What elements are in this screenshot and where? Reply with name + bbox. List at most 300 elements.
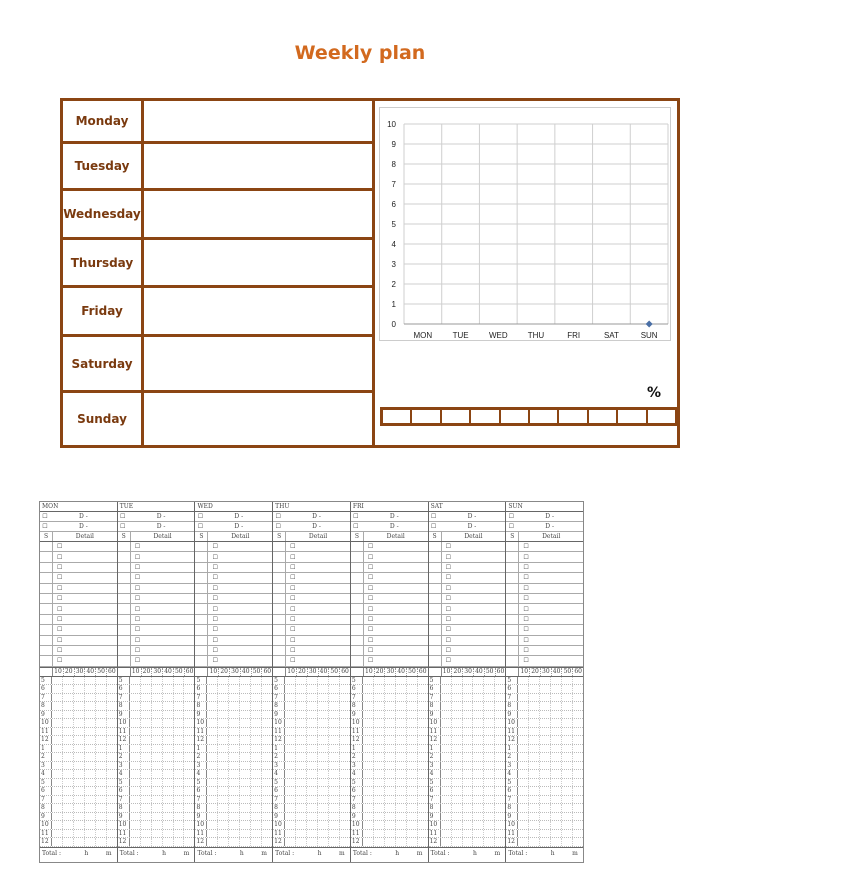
time-slot[interactable] bbox=[107, 821, 117, 829]
time-slot[interactable] bbox=[573, 711, 583, 719]
checkbox-icon[interactable]: ☐ bbox=[290, 626, 296, 634]
time-slot[interactable] bbox=[163, 821, 174, 829]
time-slot[interactable] bbox=[296, 702, 307, 710]
time-slot[interactable] bbox=[484, 787, 495, 795]
status-cell[interactable] bbox=[351, 552, 364, 561]
time-slot[interactable] bbox=[484, 702, 495, 710]
checkbox-icon[interactable]: ☐ bbox=[197, 513, 204, 520]
time-slot[interactable] bbox=[262, 694, 272, 702]
time-slot[interactable] bbox=[184, 685, 194, 693]
time-slot[interactable] bbox=[407, 787, 418, 795]
time-slot[interactable] bbox=[452, 821, 463, 829]
time-slot[interactable] bbox=[540, 711, 551, 719]
time-slot[interactable] bbox=[385, 796, 396, 804]
time-slot[interactable] bbox=[329, 779, 340, 787]
time-slot[interactable] bbox=[296, 796, 307, 804]
time-slot[interactable] bbox=[363, 677, 374, 685]
time-slot[interactable] bbox=[96, 830, 107, 838]
time-slot[interactable] bbox=[329, 736, 340, 744]
time-slot[interactable] bbox=[385, 685, 396, 693]
time-slot[interactable] bbox=[207, 813, 218, 821]
checkbox-icon[interactable]: ☐ bbox=[367, 543, 374, 551]
time-slot[interactable] bbox=[318, 770, 329, 778]
checkbox-icon[interactable]: ☐ bbox=[57, 605, 63, 613]
time-slot[interactable] bbox=[296, 770, 307, 778]
time-slot[interactable] bbox=[296, 804, 307, 812]
time-slot[interactable] bbox=[152, 711, 163, 719]
time-slot[interactable] bbox=[518, 762, 529, 770]
time-slot[interactable] bbox=[296, 745, 307, 753]
time-slot[interactable] bbox=[240, 719, 251, 727]
time-slot[interactable] bbox=[529, 762, 540, 770]
time-slot[interactable] bbox=[174, 736, 185, 744]
status-cell[interactable] bbox=[273, 573, 286, 582]
time-slot[interactable] bbox=[174, 711, 185, 719]
checkbox-icon[interactable]: ☐ bbox=[445, 626, 451, 634]
time-slot[interactable] bbox=[540, 813, 551, 821]
time-slot[interactable] bbox=[74, 677, 85, 685]
checkbox-icon[interactable]: ☐ bbox=[212, 657, 218, 665]
time-slot[interactable] bbox=[418, 770, 428, 778]
time-slot[interactable] bbox=[262, 796, 272, 804]
checkbox-icon[interactable]: ☐ bbox=[445, 543, 451, 551]
time-slot[interactable] bbox=[74, 711, 85, 719]
time-slot[interactable] bbox=[307, 796, 318, 804]
time-slot[interactable] bbox=[385, 745, 396, 753]
time-slot[interactable] bbox=[418, 711, 428, 719]
checkbox-icon[interactable]: ☐ bbox=[523, 543, 529, 551]
time-slot[interactable] bbox=[473, 821, 484, 829]
time-slot[interactable] bbox=[562, 711, 573, 719]
status-cell[interactable] bbox=[195, 542, 208, 551]
time-slot[interactable] bbox=[218, 694, 229, 702]
progress-cell[interactable] bbox=[648, 410, 675, 423]
checkbox-icon[interactable]: ☐ bbox=[57, 574, 63, 582]
status-cell[interactable] bbox=[273, 552, 286, 561]
time-slot[interactable] bbox=[163, 685, 174, 693]
time-slot[interactable] bbox=[385, 677, 396, 685]
time-slot[interactable] bbox=[529, 830, 540, 838]
time-slot[interactable] bbox=[141, 830, 152, 838]
checkbox-icon[interactable]: ☐ bbox=[367, 605, 374, 613]
status-cell[interactable] bbox=[118, 625, 131, 634]
time-slot[interactable] bbox=[184, 813, 194, 821]
checkbox-icon[interactable]: ☐ bbox=[523, 626, 529, 634]
time-slot[interactable] bbox=[285, 719, 296, 727]
time-slot[interactable] bbox=[152, 779, 163, 787]
time-slot[interactable] bbox=[463, 787, 474, 795]
time-slot[interactable] bbox=[240, 770, 251, 778]
time-slot[interactable] bbox=[484, 762, 495, 770]
time-slot[interactable] bbox=[85, 711, 96, 719]
time-slot[interactable] bbox=[495, 694, 505, 702]
time-slot[interactable] bbox=[218, 787, 229, 795]
time-slot[interactable] bbox=[374, 838, 385, 846]
time-slot[interactable] bbox=[74, 779, 85, 787]
time-slot[interactable] bbox=[152, 813, 163, 821]
time-slot[interactable] bbox=[152, 685, 163, 693]
checkbox-icon[interactable]: ☐ bbox=[212, 584, 218, 592]
time-slot[interactable] bbox=[52, 813, 63, 821]
status-cell[interactable] bbox=[429, 573, 442, 582]
time-slot[interactable] bbox=[562, 728, 573, 736]
time-slot[interactable] bbox=[374, 694, 385, 702]
time-slot[interactable] bbox=[307, 762, 318, 770]
time-slot[interactable] bbox=[63, 779, 74, 787]
time-slot[interactable] bbox=[107, 779, 117, 787]
time-slot[interactable] bbox=[152, 677, 163, 685]
time-slot[interactable] bbox=[141, 770, 152, 778]
status-cell[interactable] bbox=[40, 542, 53, 551]
time-slot[interactable] bbox=[262, 779, 272, 787]
status-cell[interactable] bbox=[40, 656, 53, 665]
time-slot[interactable] bbox=[130, 702, 141, 710]
time-slot[interactable] bbox=[184, 838, 194, 846]
time-slot[interactable] bbox=[218, 753, 229, 761]
time-slot[interactable] bbox=[441, 677, 452, 685]
time-slot[interactable] bbox=[452, 770, 463, 778]
time-slot[interactable] bbox=[374, 821, 385, 829]
time-slot[interactable] bbox=[463, 711, 474, 719]
time-slot[interactable] bbox=[452, 804, 463, 812]
progress-cell[interactable] bbox=[501, 410, 530, 423]
time-slot[interactable] bbox=[218, 685, 229, 693]
time-slot[interactable] bbox=[174, 821, 185, 829]
time-slot[interactable] bbox=[251, 770, 262, 778]
status-cell[interactable] bbox=[118, 552, 131, 561]
time-slot[interactable] bbox=[184, 753, 194, 761]
time-slot[interactable] bbox=[340, 821, 350, 829]
time-slot[interactable] bbox=[285, 694, 296, 702]
status-cell[interactable] bbox=[118, 542, 131, 551]
time-slot[interactable] bbox=[374, 796, 385, 804]
status-cell[interactable] bbox=[195, 625, 208, 634]
time-slot[interactable] bbox=[229, 753, 240, 761]
time-slot[interactable] bbox=[463, 719, 474, 727]
time-slot[interactable] bbox=[163, 753, 174, 761]
checkbox-icon[interactable]: ☐ bbox=[275, 513, 281, 520]
time-slot[interactable] bbox=[551, 736, 562, 744]
status-cell[interactable] bbox=[195, 656, 208, 665]
time-slot[interactable] bbox=[529, 685, 540, 693]
time-slot[interactable] bbox=[96, 728, 107, 736]
time-slot[interactable] bbox=[396, 770, 407, 778]
checkbox-icon[interactable]: ☐ bbox=[134, 626, 141, 634]
time-slot[interactable] bbox=[229, 711, 240, 719]
checkbox-icon[interactable]: ☐ bbox=[445, 647, 451, 655]
time-slot[interactable] bbox=[85, 753, 96, 761]
time-slot[interactable] bbox=[85, 779, 96, 787]
time-slot[interactable] bbox=[495, 753, 505, 761]
time-slot[interactable] bbox=[363, 702, 374, 710]
time-slot[interactable] bbox=[529, 779, 540, 787]
time-slot[interactable] bbox=[551, 702, 562, 710]
time-slot[interactable] bbox=[240, 804, 251, 812]
time-slot[interactable] bbox=[452, 685, 463, 693]
status-cell[interactable] bbox=[506, 552, 519, 561]
checkbox-icon[interactable]: ☐ bbox=[523, 605, 529, 613]
time-slot[interactable] bbox=[174, 728, 185, 736]
time-slot[interactable] bbox=[74, 762, 85, 770]
time-slot[interactable] bbox=[418, 694, 428, 702]
time-slot[interactable] bbox=[296, 677, 307, 685]
time-slot[interactable] bbox=[63, 796, 74, 804]
time-slot[interactable] bbox=[329, 753, 340, 761]
status-cell[interactable] bbox=[40, 615, 53, 624]
checkbox-icon[interactable]: ☐ bbox=[367, 584, 374, 592]
time-slot[interactable] bbox=[573, 728, 583, 736]
time-slot[interactable] bbox=[463, 694, 474, 702]
status-cell[interactable] bbox=[429, 656, 442, 665]
time-slot[interactable] bbox=[418, 702, 428, 710]
time-slot[interactable] bbox=[374, 770, 385, 778]
time-slot[interactable] bbox=[407, 685, 418, 693]
time-slot[interactable] bbox=[385, 813, 396, 821]
time-slot[interactable] bbox=[152, 753, 163, 761]
time-slot[interactable] bbox=[418, 677, 428, 685]
time-slot[interactable] bbox=[285, 838, 296, 846]
time-slot[interactable] bbox=[262, 677, 272, 685]
time-slot[interactable] bbox=[85, 838, 96, 846]
time-slot[interactable] bbox=[418, 796, 428, 804]
time-slot[interactable] bbox=[418, 736, 428, 744]
checkbox-icon[interactable]: ☐ bbox=[367, 553, 374, 561]
time-slot[interactable] bbox=[262, 813, 272, 821]
time-slot[interactable] bbox=[529, 796, 540, 804]
time-slot[interactable] bbox=[130, 770, 141, 778]
time-slot[interactable] bbox=[141, 804, 152, 812]
time-slot[interactable] bbox=[573, 830, 583, 838]
time-slot[interactable] bbox=[540, 753, 551, 761]
time-slot[interactable] bbox=[52, 685, 63, 693]
status-cell[interactable] bbox=[506, 584, 519, 593]
time-slot[interactable] bbox=[52, 736, 63, 744]
progress-cell[interactable] bbox=[383, 410, 412, 423]
time-slot[interactable] bbox=[518, 753, 529, 761]
time-slot[interactable] bbox=[484, 821, 495, 829]
time-slot[interactable] bbox=[452, 736, 463, 744]
time-slot[interactable] bbox=[307, 719, 318, 727]
time-slot[interactable] bbox=[573, 813, 583, 821]
time-slot[interactable] bbox=[551, 821, 562, 829]
time-slot[interactable] bbox=[529, 702, 540, 710]
time-slot[interactable] bbox=[340, 745, 350, 753]
status-cell[interactable] bbox=[351, 573, 364, 582]
time-slot[interactable] bbox=[573, 821, 583, 829]
time-slot[interactable] bbox=[251, 745, 262, 753]
status-cell[interactable] bbox=[429, 584, 442, 593]
time-slot[interactable] bbox=[495, 736, 505, 744]
checkbox-icon[interactable]: ☐ bbox=[134, 584, 141, 592]
time-slot[interactable] bbox=[130, 813, 141, 821]
time-slot[interactable] bbox=[107, 813, 117, 821]
time-slot[interactable] bbox=[107, 804, 117, 812]
checkbox-icon[interactable]: ☐ bbox=[523, 553, 529, 561]
checkbox-icon[interactable]: ☐ bbox=[57, 553, 63, 561]
time-slot[interactable] bbox=[340, 677, 350, 685]
time-slot[interactable] bbox=[329, 813, 340, 821]
time-slot[interactable] bbox=[262, 770, 272, 778]
time-slot[interactable] bbox=[184, 770, 194, 778]
time-slot[interactable] bbox=[96, 711, 107, 719]
checkbox-icon[interactable]: ☐ bbox=[290, 574, 296, 582]
time-slot[interactable] bbox=[130, 745, 141, 753]
status-cell[interactable] bbox=[40, 584, 53, 593]
time-slot[interactable] bbox=[473, 728, 484, 736]
time-slot[interactable] bbox=[340, 762, 350, 770]
time-slot[interactable] bbox=[396, 779, 407, 787]
time-slot[interactable] bbox=[396, 711, 407, 719]
status-cell[interactable] bbox=[273, 656, 286, 665]
time-slot[interactable] bbox=[163, 694, 174, 702]
time-slot[interactable] bbox=[573, 838, 583, 846]
checkbox-icon[interactable]: ☐ bbox=[134, 636, 141, 644]
time-slot[interactable] bbox=[495, 804, 505, 812]
time-slot[interactable] bbox=[152, 736, 163, 744]
time-slot[interactable] bbox=[74, 694, 85, 702]
time-slot[interactable] bbox=[152, 787, 163, 795]
time-slot[interactable] bbox=[452, 830, 463, 838]
status-cell[interactable] bbox=[429, 615, 442, 624]
time-slot[interactable] bbox=[184, 796, 194, 804]
time-slot[interactable] bbox=[52, 830, 63, 838]
status-cell[interactable] bbox=[273, 615, 286, 624]
checkbox-icon[interactable]: ☐ bbox=[290, 563, 296, 571]
time-slot[interactable] bbox=[218, 677, 229, 685]
time-slot[interactable] bbox=[296, 821, 307, 829]
time-slot[interactable] bbox=[240, 677, 251, 685]
time-slot[interactable] bbox=[163, 677, 174, 685]
time-slot[interactable] bbox=[340, 787, 350, 795]
time-slot[interactable] bbox=[163, 830, 174, 838]
time-slot[interactable] bbox=[385, 753, 396, 761]
time-slot[interactable] bbox=[407, 719, 418, 727]
time-slot[interactable] bbox=[174, 702, 185, 710]
day-plan-field[interactable] bbox=[144, 337, 375, 390]
time-slot[interactable] bbox=[463, 804, 474, 812]
time-slot[interactable] bbox=[562, 796, 573, 804]
time-slot[interactable] bbox=[85, 821, 96, 829]
time-slot[interactable] bbox=[540, 677, 551, 685]
progress-cell[interactable] bbox=[442, 410, 471, 423]
checkbox-icon[interactable]: ☐ bbox=[523, 595, 529, 603]
time-slot[interactable] bbox=[518, 830, 529, 838]
time-slot[interactable] bbox=[518, 702, 529, 710]
time-slot[interactable] bbox=[207, 804, 218, 812]
time-slot[interactable] bbox=[495, 813, 505, 821]
time-slot[interactable] bbox=[407, 779, 418, 787]
time-slot[interactable] bbox=[473, 838, 484, 846]
status-cell[interactable] bbox=[118, 563, 131, 572]
time-slot[interactable] bbox=[262, 838, 272, 846]
time-slot[interactable] bbox=[329, 821, 340, 829]
time-slot[interactable] bbox=[207, 711, 218, 719]
time-slot[interactable] bbox=[251, 779, 262, 787]
checkbox-icon[interactable]: ☐ bbox=[57, 595, 63, 603]
checkbox-icon[interactable]: ☐ bbox=[212, 605, 218, 613]
time-slot[interactable] bbox=[229, 745, 240, 753]
time-slot[interactable] bbox=[407, 838, 418, 846]
time-slot[interactable] bbox=[207, 685, 218, 693]
time-slot[interactable] bbox=[96, 719, 107, 727]
time-slot[interactable] bbox=[418, 787, 428, 795]
time-slot[interactable] bbox=[452, 787, 463, 795]
time-slot[interactable] bbox=[329, 762, 340, 770]
time-slot[interactable] bbox=[529, 753, 540, 761]
time-slot[interactable] bbox=[207, 677, 218, 685]
time-slot[interactable] bbox=[463, 745, 474, 753]
status-cell[interactable] bbox=[195, 604, 208, 613]
time-slot[interactable] bbox=[463, 702, 474, 710]
time-slot[interactable] bbox=[441, 821, 452, 829]
status-cell[interactable] bbox=[429, 604, 442, 613]
time-slot[interactable] bbox=[340, 830, 350, 838]
time-slot[interactable] bbox=[152, 745, 163, 753]
time-slot[interactable] bbox=[240, 796, 251, 804]
time-slot[interactable] bbox=[174, 838, 185, 846]
time-slot[interactable] bbox=[174, 779, 185, 787]
checkbox-icon[interactable]: ☐ bbox=[134, 574, 141, 582]
time-slot[interactable] bbox=[495, 821, 505, 829]
time-slot[interactable] bbox=[262, 745, 272, 753]
status-cell[interactable] bbox=[273, 542, 286, 551]
time-slot[interactable] bbox=[285, 677, 296, 685]
time-slot[interactable] bbox=[285, 711, 296, 719]
time-slot[interactable] bbox=[307, 779, 318, 787]
time-slot[interactable] bbox=[74, 728, 85, 736]
time-slot[interactable] bbox=[174, 796, 185, 804]
time-slot[interactable] bbox=[184, 728, 194, 736]
time-slot[interactable] bbox=[562, 813, 573, 821]
time-slot[interactable] bbox=[396, 677, 407, 685]
checkbox-icon[interactable]: ☐ bbox=[212, 615, 218, 623]
time-slot[interactable] bbox=[218, 762, 229, 770]
checkbox-icon[interactable]: ☐ bbox=[445, 595, 451, 603]
time-slot[interactable] bbox=[52, 745, 63, 753]
time-slot[interactable] bbox=[74, 804, 85, 812]
time-slot[interactable] bbox=[174, 719, 185, 727]
time-slot[interactable] bbox=[374, 711, 385, 719]
time-slot[interactable] bbox=[374, 753, 385, 761]
time-slot[interactable] bbox=[96, 702, 107, 710]
time-slot[interactable] bbox=[396, 804, 407, 812]
time-slot[interactable] bbox=[340, 770, 350, 778]
time-slot[interactable] bbox=[107, 753, 117, 761]
time-slot[interactable] bbox=[141, 762, 152, 770]
time-slot[interactable] bbox=[495, 745, 505, 753]
day-plan-field[interactable] bbox=[144, 393, 375, 445]
checkbox-icon[interactable]: ☐ bbox=[367, 595, 374, 603]
time-slot[interactable] bbox=[152, 719, 163, 727]
time-slot[interactable] bbox=[229, 804, 240, 812]
time-slot[interactable] bbox=[329, 711, 340, 719]
time-slot[interactable] bbox=[374, 702, 385, 710]
time-slot[interactable] bbox=[296, 838, 307, 846]
time-slot[interactable] bbox=[551, 830, 562, 838]
time-slot[interactable] bbox=[540, 838, 551, 846]
time-slot[interactable] bbox=[85, 719, 96, 727]
time-slot[interactable] bbox=[551, 753, 562, 761]
time-slot[interactable] bbox=[107, 728, 117, 736]
time-slot[interactable] bbox=[540, 779, 551, 787]
time-slot[interactable] bbox=[562, 838, 573, 846]
time-slot[interactable] bbox=[573, 685, 583, 693]
time-slot[interactable] bbox=[385, 694, 396, 702]
time-slot[interactable] bbox=[240, 813, 251, 821]
time-slot[interactable] bbox=[495, 796, 505, 804]
time-slot[interactable] bbox=[229, 762, 240, 770]
time-slot[interactable] bbox=[107, 719, 117, 727]
